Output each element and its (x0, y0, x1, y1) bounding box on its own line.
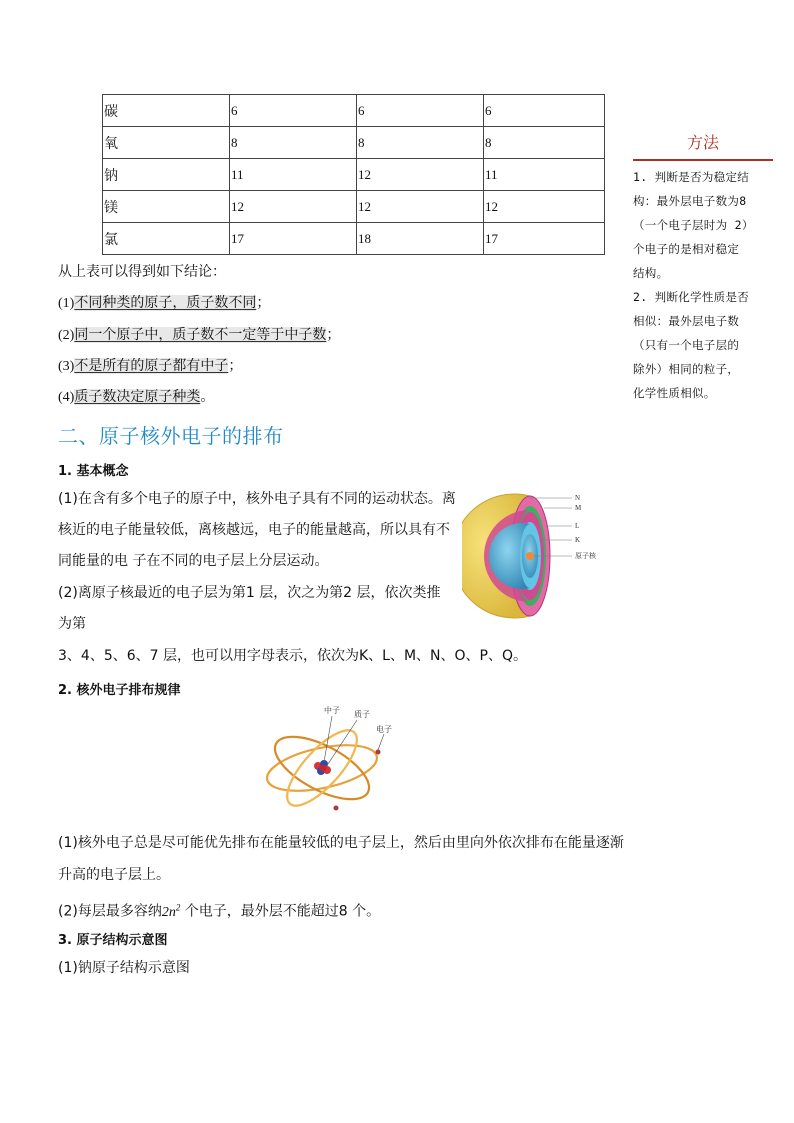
electron-label: 电子 (376, 725, 392, 734)
table-cell: 12 (484, 191, 605, 223)
table-row (103, 191, 605, 223)
sidebar-line: 2. 判断化学性质是否 (633, 290, 750, 304)
item-end: ； (326, 327, 341, 343)
conclusion-item (58, 293, 270, 314)
shell-label: 原子核 (575, 552, 596, 560)
formula-exponent: 2 (175, 902, 181, 912)
proton-label: 质子 (354, 710, 370, 719)
table-cell: 11 (484, 159, 605, 191)
sidebar-line: 结构。 (633, 266, 669, 280)
highlighted-text: 不是所有的原子都有中子 (74, 358, 229, 374)
sidebar-line: 化学性质相似。 (633, 386, 716, 400)
sidebar-line: （一个电子层时为 2） (633, 218, 754, 232)
subsection-heading: 2. 核外电子排布规律 (58, 683, 181, 698)
item-number: (1) (58, 296, 75, 311)
table-cell: 6 (230, 95, 357, 127)
paragraph-line: (1)核外电子总是尽可能优先排布在能量较低的电子层上，然后由里向外依次排布在能量逐渐 (58, 835, 624, 851)
table-cell: 8 (484, 127, 605, 159)
table-cell: 12 (230, 191, 357, 223)
highlighted-text: 质子数决定原子种类 (74, 389, 201, 405)
table-cell: 钠 (103, 159, 230, 191)
table-cell: 氧 (103, 127, 230, 159)
item-end: ； (256, 295, 271, 311)
neutron-label: 中子 (324, 706, 340, 715)
conclusion-item (58, 356, 242, 377)
table-cell: 8 (230, 127, 357, 159)
formula (161, 902, 181, 920)
item-end: 。 (200, 389, 215, 405)
subsection-heading: 1. 基本概念 (58, 464, 129, 479)
paragraph-line (58, 897, 380, 923)
shell-label: N (575, 494, 581, 502)
electron-shell-figure (462, 490, 612, 620)
sidebar-body (633, 165, 773, 405)
sidebar-title: 方法 (633, 130, 773, 161)
paragraph-line: 为第 (58, 616, 86, 632)
table-cell: 12 (357, 159, 484, 191)
shell-label: K (575, 536, 581, 544)
table-row (103, 223, 605, 255)
item-number: (2) (58, 328, 75, 343)
sidebar-line: 相似：最外层电子数 (633, 314, 740, 328)
subsection-heading: 3. 原子结构示意图 (58, 933, 168, 948)
paragraph-line: (2)离原子核最近的电子层为第1 层，次之为第2 层，依次类推 (58, 585, 441, 601)
element-table (102, 94, 605, 255)
highlighted-text: 同一个原子中，质子数不一定等于中子数 (74, 327, 327, 343)
highlighted-text: 不同种类的原子，质子数不同 (74, 295, 257, 311)
table-cell: 12 (357, 191, 484, 223)
table-row (103, 127, 605, 159)
sidebar-line: 除外）相同的粒子， (633, 362, 740, 376)
table-cell: 碳 (103, 95, 230, 127)
conclusion-item (58, 387, 214, 408)
sidebar-line: 构：最外层电子数为8 (633, 194, 747, 208)
shell-label: M (575, 504, 582, 512)
item-end: ； (228, 358, 243, 374)
method-sidebar (633, 130, 773, 405)
electron-dot (376, 750, 381, 755)
shell-label: L (575, 522, 580, 530)
nucleus-dot (526, 552, 534, 560)
formula-base: 2n (161, 904, 176, 920)
item-number: (3) (58, 359, 75, 374)
sidebar-line: 个电子的是相对稳定 (633, 242, 740, 256)
atom-orbit-figure (262, 700, 412, 815)
table-cell: 17 (484, 223, 605, 255)
table-cell: 氯 (103, 223, 230, 255)
table-cell: 6 (484, 95, 605, 127)
paragraph-line: 核近的电子能量较低，离核越远，电子的能量越高，所以具有不 (58, 522, 450, 538)
item-number: (4) (58, 390, 75, 405)
table-row (103, 95, 605, 127)
text-segment: (2)每层最多容纳 (58, 903, 162, 920)
paragraph-line: 同能量的电 子在不同的电子层上分层运动。 (58, 553, 329, 569)
table-cell: 6 (357, 95, 484, 127)
table-cell: 镁 (103, 191, 230, 223)
table-cell: 17 (230, 223, 357, 255)
sidebar-line: 1. 判断是否为稳定结 (633, 170, 750, 184)
table-cell: 11 (230, 159, 357, 191)
table-row (103, 159, 605, 191)
table-cell: 8 (357, 127, 484, 159)
sidebar-line: （只有一个电子层的 (633, 338, 740, 352)
table-cell: 18 (357, 223, 484, 255)
conclusion-intro: 从上表可以得到如下结论： (58, 264, 226, 280)
conclusion-item (58, 325, 340, 346)
electron-dot (334, 806, 339, 811)
text-segment: 个电子，最外层不能超过8 个。 (180, 903, 381, 920)
paragraph-line: (1)在含有多个电子的原子中，核外电子具有不同的运动状态。离 (58, 491, 456, 507)
paragraph-line: (1)钠原子结构示意图 (58, 960, 190, 976)
paragraph-line: 3、4、5、6、7 层，也可以用字母表示，依次为K、L、M、N、O、P、Q。 (58, 648, 527, 664)
paragraph-line: 升高的电子层上。 (58, 867, 170, 883)
section-title: 二、原子核外电子的排布 (58, 424, 284, 448)
